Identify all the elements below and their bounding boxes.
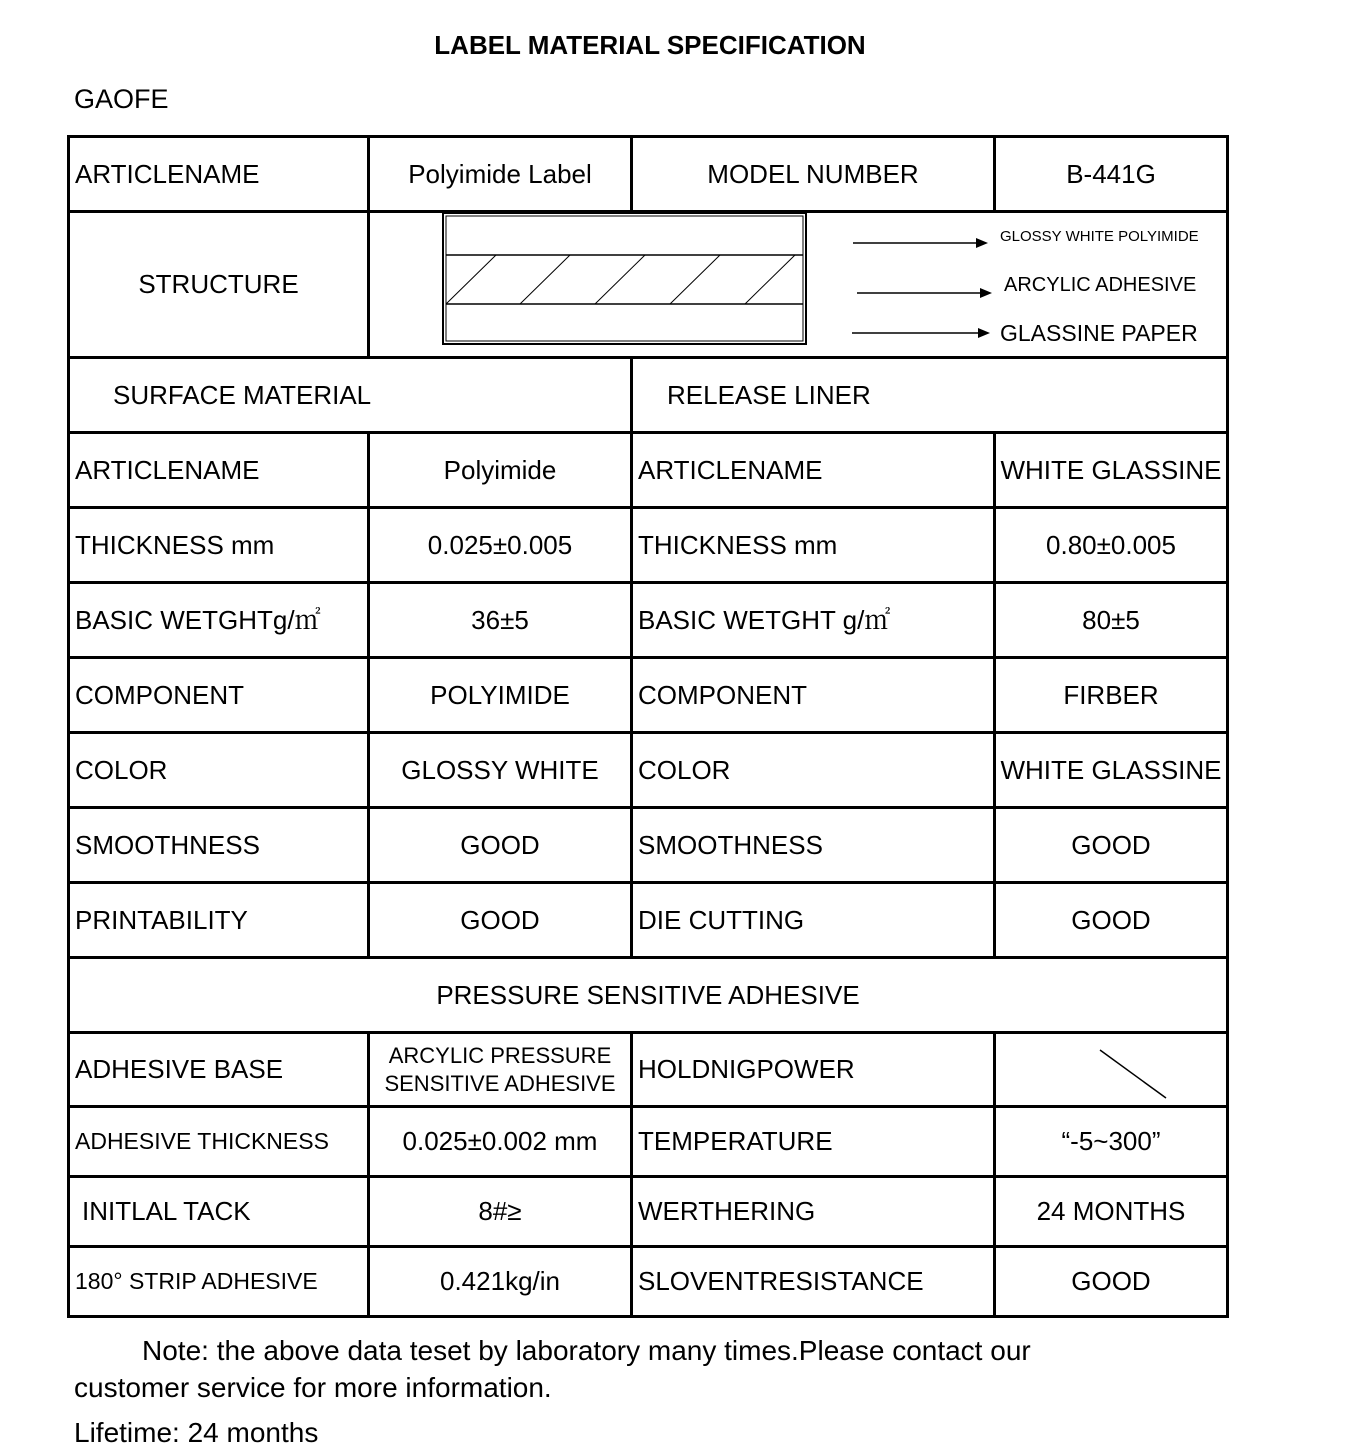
row-value: 0.80±0.005 [1046, 529, 1176, 560]
header-articlename-value: Polyimide Label [408, 158, 592, 189]
row-value: GLOSSY WHITE [401, 754, 599, 785]
row-label: PRINTABILITY [75, 904, 248, 935]
row-label: WERTHERING [638, 1196, 816, 1227]
row-value-empty [996, 1034, 1226, 1105]
row-label: ADHESIVE THICKNESS [75, 1127, 329, 1154]
layer-label-middle: ARCYLIC ADHESIVE [1004, 274, 1197, 296]
row-value: Polyimide [443, 454, 557, 485]
arrow-right-icon [853, 238, 988, 248]
row-label: THICKNESS mm [638, 529, 838, 560]
row-value: 8#≥ [478, 1196, 522, 1227]
release-liner-header: RELEASE LINER [667, 379, 871, 410]
lifetime-text: Lifetime: 24 months [74, 1417, 319, 1448]
row-label: COLOR [638, 754, 731, 785]
note-line-2: customer service for more information. [74, 1372, 552, 1403]
row-value: 0.025±0.005 [427, 529, 573, 560]
row-value: 0.025±0.002 mm [402, 1126, 598, 1157]
row-value: “-5~300” [1061, 1126, 1161, 1157]
row-value: FIRBER [1063, 679, 1159, 710]
row-value: 24 MONTHS [1036, 1196, 1186, 1227]
not-applicable-slash-icon [996, 1034, 1226, 1105]
row-label: THICKNESS mm [75, 529, 275, 560]
header-model-value: B-441G [1066, 158, 1156, 189]
row-value: GOOD [1071, 1266, 1151, 1297]
row-value: 80±5 [1082, 604, 1140, 635]
row-label: COMPONENT [75, 679, 244, 710]
company-name: GAOFE [74, 84, 169, 114]
row-label: ARTICLENAME [638, 454, 823, 485]
psa-header: PRESSURE SENSITIVE ADHESIVE [436, 979, 860, 1010]
row-label: COMPONENT [638, 679, 807, 710]
arrow-right-icon [857, 288, 992, 298]
row-value: 0.421kg/in [440, 1266, 560, 1297]
note-text [74, 1332, 1234, 1406]
row-label: SLOVENTRESISTANCE [638, 1266, 924, 1297]
row-value: GOOD [460, 904, 540, 935]
row-value: POLYIMIDE [430, 679, 570, 710]
header-model-label: MODEL NUMBER [707, 158, 919, 189]
arrow-right-icon [852, 328, 990, 338]
page-title: LABEL MATERIAL SPECIFICATION [434, 30, 866, 60]
row-label: ADHESIVE BASE [75, 1054, 284, 1085]
row-label: BASIC WETGHT g/㎡ [638, 604, 891, 635]
row-label: TEMPERATURE [638, 1126, 833, 1157]
row-label: SMOOTHNESS [75, 829, 260, 860]
row-value: WHITE GLASSINE [1000, 754, 1222, 785]
row-value: ARCYLIC PRESSURE SENSITIVE ADHESIVE [384, 1042, 616, 1096]
row-value: GOOD [460, 829, 540, 860]
header-articlename-label: ARTICLENAME [75, 158, 260, 189]
row-value: 36±5 [471, 604, 529, 635]
row-value: WHITE GLASSINE [1000, 454, 1222, 485]
row-label: ARTICLENAME [75, 454, 260, 485]
row-label: HOLDNIGPOWER [638, 1054, 855, 1085]
row-label: SMOOTHNESS [638, 829, 823, 860]
row-label: INITLAL TACK [82, 1196, 251, 1227]
row-value: GOOD [1071, 829, 1151, 860]
note-line-1: Note: the above data teset by laboratory many times.Please contact our [142, 1335, 1031, 1366]
row-label: DIE CUTTING [638, 904, 805, 935]
row-label: COLOR [75, 754, 168, 785]
row-label: 180° STRIP ADHESIVE [75, 1267, 318, 1294]
row-label: BASIC WETGHTg/㎡ [75, 604, 321, 635]
layer-label-bottom: GLASSINE PAPER [1000, 320, 1198, 346]
structure-label: STRUCTURE [138, 269, 299, 300]
layer-label-top: GLOSSY WHITE POLYIMIDE [1000, 228, 1199, 245]
surface-material-header: SURFACE MATERIAL [113, 379, 372, 410]
row-value: GOOD [1071, 904, 1151, 935]
